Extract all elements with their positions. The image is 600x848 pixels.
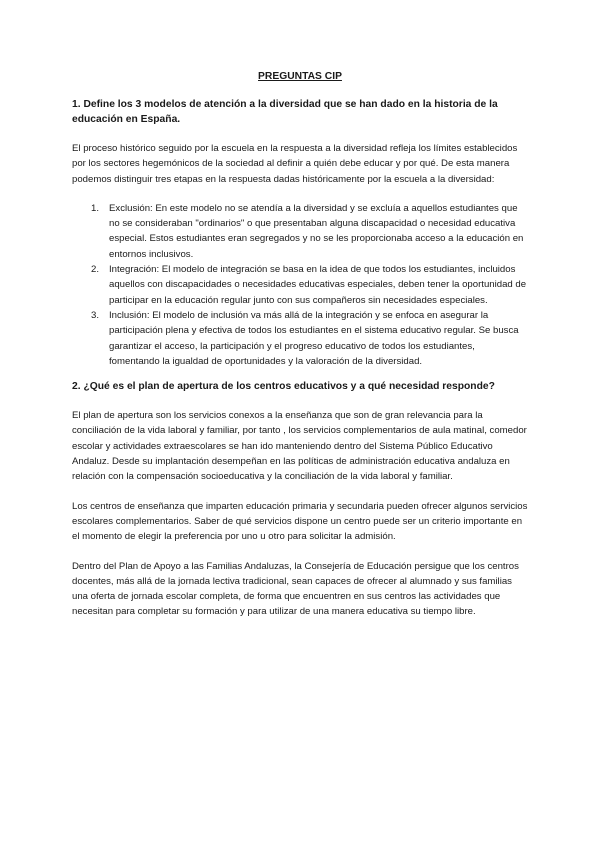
list-item <box>72 308 528 369</box>
question-2-heading: 2. ¿Qué es el plan de apertura de los centros educativos y a qué necesidad responde? <box>72 381 495 393</box>
question-1-heading: 1. Define los 3 modelos de atención a la diversidad que se han dado en la historia de la educación en España. <box>72 99 498 125</box>
list-item-number: 1. <box>91 202 100 214</box>
list-item-text: Exclusión: En este modelo no se atendía a la diversidad y se excluía a aquellos estudiantes que no se consideraban "ordinarios" o que presentaban alguna discapacidad o necesidad educativa especial. Estos estudiantes eran segregados y no se les proporcionaba acceso a la educación en entornos inclusivos. <box>109 202 524 260</box>
list-item-number: 3. <box>91 309 100 321</box>
list-item-text: Inclusión: El modelo de inclusión va más allá de la integración y se enfoca en asegurar la participación plena y efectiva de todos los estudiantes en el sistema educativo regular. Se busca garantizar el acceso, la participación y el progreso educativo de todos los estudiantes, fomentando la igualdad de oportunidades y la valoración de la diversidad. <box>109 309 519 367</box>
list-item-text: Integración: El modelo de integración se basa en la idea de que todos los estudiantes, incluidos aquellos con discapacidades o necesidades educativas especiales, deben tener la oportunidad de participar en la educación regular junto con sus compañeros sin necesidades especiales. <box>109 264 527 306</box>
diversity-models-list <box>72 201 528 369</box>
document-page <box>72 70 528 634</box>
list-item-number: 2. <box>91 264 100 276</box>
question-2-paragraph: El plan de apertura son los servicios conexos a la enseñanza que son de gran relevancia para la conciliación de la vida laboral y familiar, por tanto , los servicios complementarios de aula matinal, comedor escolar y actividades extraescolares se han ido manteniendo dentro del Sistema Público Educativo Andaluz. Desde su implantación desempeñan en las políticas de administración educativa andaluza en relación con la compensación socioeducativa y la conciliación de la vida laboral y familiar. <box>72 410 527 483</box>
list-item <box>72 201 528 262</box>
list-item <box>72 262 528 308</box>
question-1-intro: El proceso histórico seguido por la escuela en la respuesta a la diversidad refleja los límites establecidos por los sectores hegemónicos de la sociedad al definir a quién debe educar y por qué. De esta manera podemos distinguir tres etapas en la respuesta dadas históricamente por la escuela a la diversidad: <box>72 143 518 185</box>
question-2-paragraph: Dentro del Plan de Apoyo a las Familias Andaluzas, la Consejería de Educación persigue que los centros docentes, más allá de la jornada lectiva tradicional, sean capaces de ofrecer al alumnado y sus familias una oferta de jornada escolar completa, de forma que encuentren en sus centros las actividades que necesitan para completar su formación y para utilizar de una manera educativa su tiempo libre. <box>72 560 519 618</box>
question-2-paragraph: Los centros de enseñanza que imparten educación primaria y secundaria pueden ofrecer algunos servicios escolares complementarios. Saber de qué servicios dispone un centro puede ser un criterio importante en el momento de elegir la preferencia por uno u otro para solicitar la admisión. <box>72 500 528 543</box>
document-title: PREGUNTAS CIP <box>258 71 342 82</box>
